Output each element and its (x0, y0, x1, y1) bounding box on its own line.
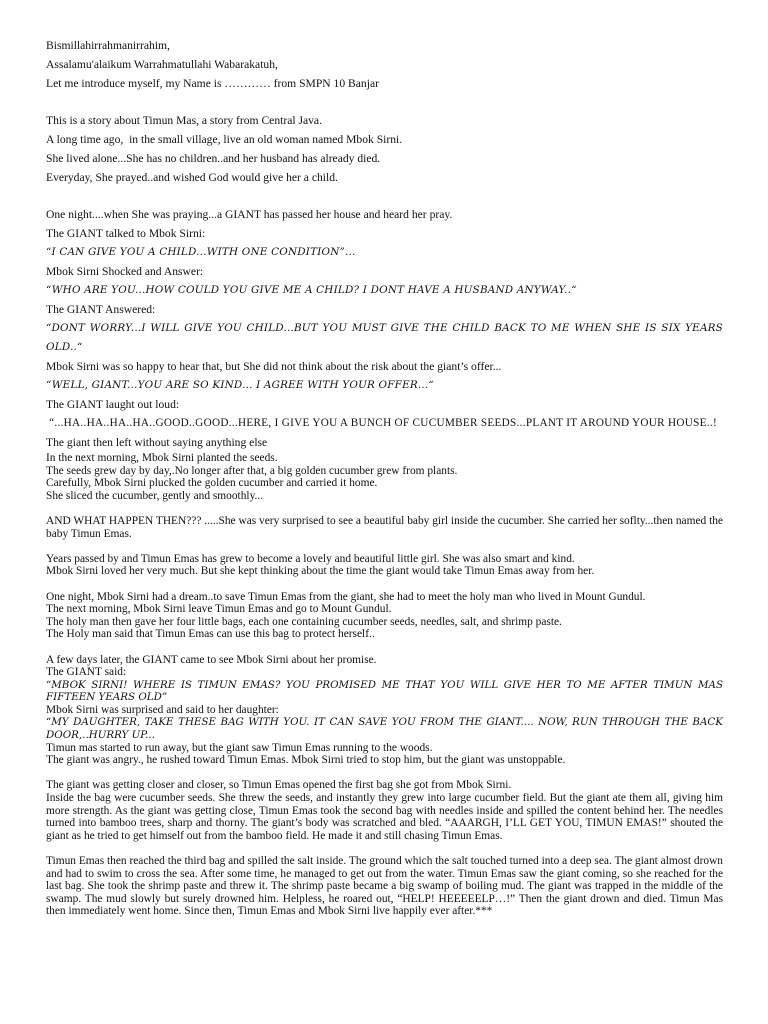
story-paragraph: Inside the bag were cucumber seeds. She threw the seeds, and instantly they grew into large cucumber field. But the giant ate them all, giving him more strength. As the giant was getting close, Timun Emas took the second bag with needles inside and spilled the content behind her. The needles turned into bamboo trees, sharp and thorny. The giant’s body was scratched and bled. “AAARGH, I’LL GET YOU, TIMUN EMAS!” shouted the giant as he tried to get himself out from the bamboo field. He made it and still chasing Timun Emas. (46, 792, 723, 842)
story-line: The giant was getting closer and closer, so Timun Emas opened the first bag she got from Mbok Sirni. (46, 779, 512, 792)
spacer (46, 767, 723, 780)
story-line: The holy man then gave her four little bags, each one containing cucumber seeds, needles, salt, and shrimp paste. (46, 615, 562, 628)
mbok-quote: “WELL, GIANT...YOU ARE SO KIND... I AGREE WITH YOUR OFFER...“ (46, 379, 434, 391)
story-line: The GIANT said: (46, 666, 127, 679)
introduction-line: Let me introduce myself, my Name is ………… from SMPN 10 Banjar (46, 77, 379, 90)
spacer (46, 93, 723, 111)
narration-line: The GIANT Answered: (46, 303, 156, 316)
giant-quote: “MBOK SIRNI! WHERE IS TIMUN EMAS? YOU PROMISED ME THAT YOU WILL GIVE HER TO ME AFTER TIMUN MAS FIFTEEN YEARS OLD” (46, 678, 723, 704)
narration-line: The GIANT talked to Mbok Sirni: (46, 227, 206, 240)
story-line: Years passed by and Timun Emas has grew to become a lovely and beautiful little girl. She was also smart and kind. (46, 552, 575, 565)
spacer (46, 540, 723, 553)
spacer (46, 842, 723, 855)
intro-line: This is a story about Timun Mas, a story from Central Java. (46, 114, 322, 127)
narration-line: One night....when She was praying...a GIANT has passed her house and heard her pray. (46, 208, 453, 221)
story-body (46, 452, 723, 918)
story-line: The Holy man said that Timun Emas can use this bag to protect herself.. (46, 628, 375, 641)
story-line: The next morning, Mbok Sirni leave Timun Emas and go to Mount Gundul. (46, 603, 392, 616)
giant-quote: “I CAN GIVE YOU A CHILD...WITH ONE CONDITION”... (46, 246, 356, 258)
spacer (46, 187, 723, 205)
spacer (46, 641, 723, 654)
narration-line: The GIANT laught out loud: (46, 398, 180, 411)
story-paragraph: AND WHAT HAPPEN THEN??? .....She was very surprised to see a beautiful baby girl inside the cucumber. She carried her soflty...then named the baby Timun Emas. (46, 514, 723, 540)
story-line: Timun mas started to run away, but the giant saw Timun Emas running to the woods. (46, 741, 433, 754)
story-paragraph: Timun Emas then reached the third bag and spilled the salt inside. The ground which the salt touched turned into a deep sea. The giant almost drown and had to swim to cross the sea. After some time, he managed to get out from the water. Timun Emas saw the giant coming, so she reached for the last bag. She took the shrimp paste and threw it. The shrimp paste became a big swamp of boiling mud. The giant was trapped in the middle of the swamp. The mud slowly but surely drowned him. Helpless, he roared out, “HELP! HEEEEELP…!” Then the giant drown and died. Timun Mas then immediately went home. Since then, Timun Emas and Mbok Sirni live happily ever after.*** (46, 855, 723, 918)
greeting-line: Bismillahirrahmanirrahim, (46, 39, 170, 52)
story-line: Mbok Sirni loved her very much. But she kept thinking about the time the giant would take Timun Emas away from her. (46, 565, 595, 578)
intro-line: A long time ago, in the small village, live an old woman named Mbok Sirni. (46, 133, 403, 146)
story-line: In the next morning, Mbok Sirni planted the seeds. (46, 452, 278, 464)
giant-quote: “...HA..HA..HA..HA..GOOD..GOOD...HERE, I GIVE YOU A BUNCH OF CUCUMBER SEEDS...PLANT IT AROUND YOUR HOUSE..! (46, 417, 718, 429)
narration-line: Mbok Sirni Shocked and Answer: (46, 265, 204, 278)
story-line: The giant was angry., he rushed toward Timun Emas. Mbok Sirni tried to stop him, but the giant was unstoppable. (46, 754, 566, 767)
giant-quote: “DONT WORRY...I WILL GIVE YOU CHILD...BUT YOU MUST GIVE THE CHILD BACK TO ME WHEN SHE IS SIX YEARS OLD..“ (46, 322, 727, 353)
story-line: One night, Mbok Sirni had a dream..to save Timun Emas from the giant, she had to meet the holy man who lived in Mount Gundul. (46, 590, 646, 603)
mbok-quote: “WHO ARE YOU...HOW COULD YOU GIVE ME A CHILD? I DONT HAVE A HUSBAND ANYWAY..“ (46, 284, 577, 296)
mbok-quote: “MY DAUGHTER, TAKE THESE BAG WITH YOU. IT CAN SAVE YOU FROM THE GIANT.... NOW, RUN THROUGH THE BACK DOOR,..HURRY UP... (46, 716, 723, 742)
intro-line: She lived alone...She has no children..and her husband has already died. (46, 152, 381, 165)
story-line: Carefully, Mbok Sirni plucked the golden cucumber and carried it home. (46, 477, 378, 490)
spacer (46, 502, 723, 515)
story-line: The seeds grew day by day,.No longer after that, a big golden cucumber grew from plants. (46, 464, 458, 477)
story-line: She sliced the cucumber, gently and smoothly... (46, 489, 264, 502)
salam-line: Assalamu'alaikum Warrahmatullahi Wabarakatuh, (46, 58, 278, 71)
intro-line: Everyday, She prayed..and wished God would give her a child. (46, 171, 338, 184)
spacer (46, 578, 723, 591)
story-line: A few days later, the GIANT came to see Mbok Sirni about her promise. (46, 653, 377, 666)
narration-line: The giant then left without saying anything else (46, 436, 268, 449)
document-page (46, 36, 727, 918)
story-line: Mbok Sirni was surprised and said to her daughter: (46, 703, 279, 716)
narration-line: Mbok Sirni was so happy to hear that, but She did not think about the risk about the giant’s offer... (46, 360, 502, 373)
